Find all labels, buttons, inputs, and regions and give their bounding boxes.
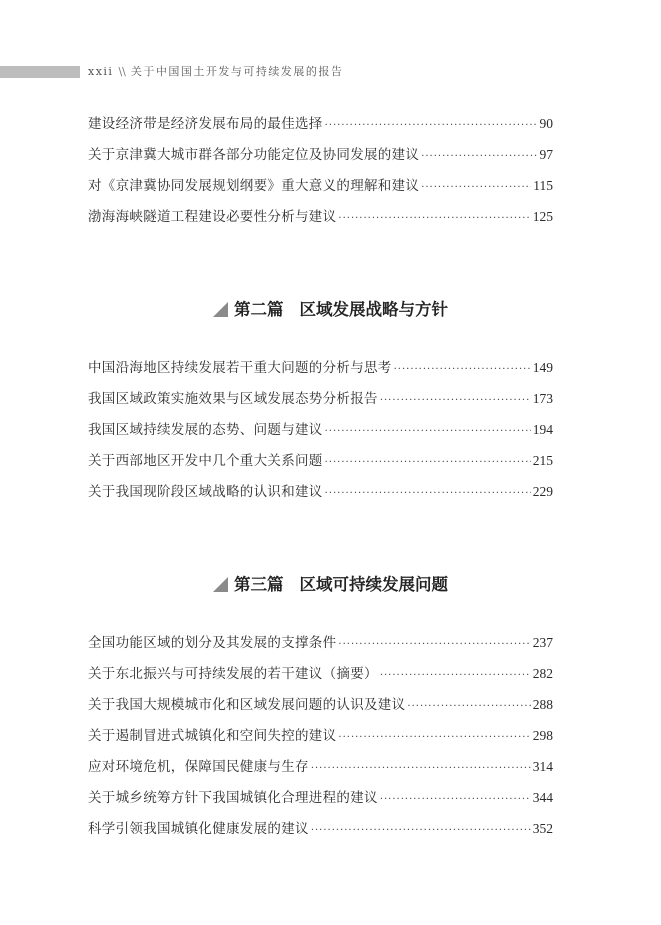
toc-entry[interactable] [88,633,553,664]
toc-entry[interactable] [88,145,553,176]
toc-entry-title: 关于城乡统筹方针下我国城镇化合理进程的建议 [88,790,378,806]
toc-entry[interactable] [88,358,553,389]
part-title: 区域发展战略与方针 [299,300,448,319]
toc-entry[interactable] [88,420,553,451]
toc-entry-title: 关于西部地区开发中几个重大关系问题 [88,453,323,469]
toc-entry-title: 关于京津冀大城市群各部分功能定位及协同发展的建议 [88,147,420,163]
toc-entry-page: 282 [532,666,553,681]
toc-entry-title: 我国区域政策实施效果与区域发展态势分析报告 [88,391,378,407]
header-bar [0,66,80,78]
toc-entry-title: 我国区域持续发展的态势、问题与建议 [88,422,323,438]
dot-leader [325,484,531,504]
toc-entry-page: 97 [539,147,553,162]
toc-entry-page: 314 [532,759,553,774]
toc-entry[interactable] [88,451,553,482]
toc-entry[interactable] [88,207,553,238]
dot-leader [338,728,530,748]
triangle-marker-icon [213,302,228,317]
toc-entry-title: 全国功能区域的划分及其发展的支撑条件 [88,635,337,651]
toc-entry-title: 关于我国现阶段区域战略的认识和建议 [88,484,323,500]
toc-entry-page: 288 [532,697,553,712]
toc-entry-page: 173 [532,391,553,406]
toc-entry[interactable] [88,114,553,145]
page-number: xxii [88,65,114,78]
toc-entry-page: 149 [532,360,553,375]
dot-leader [325,422,531,442]
triangle-marker-icon [213,577,228,592]
toc-entry[interactable] [88,757,553,788]
dot-leader [311,759,531,779]
header-separator: \\ [118,65,126,78]
toc-entry-title: 应对环境危机，保障国民健康与生存 [88,759,309,775]
dot-leader [311,821,531,841]
toc-entry-page: 237 [532,635,553,650]
dot-leader [407,697,530,717]
toc-entry-page: 352 [532,821,553,836]
dot-leader [380,790,531,810]
toc-entry[interactable] [88,726,553,757]
dot-leader [394,360,531,380]
toc-entry[interactable] [88,389,553,420]
toc-entry-page: 215 [532,453,553,468]
dot-leader [380,666,531,686]
part-label: 第二篇 [234,300,284,319]
toc-entry[interactable] [88,695,553,726]
dot-leader [338,635,530,655]
toc-entry-title: 建设经济带是经济发展布局的最佳选择 [88,116,323,132]
toc-entry-title: 关于遏制冒进式城镇化和空间失控的建议 [88,728,337,744]
running-head [88,64,343,80]
toc-entry[interactable] [88,788,553,819]
dot-leader [380,391,531,411]
part-heading-3 [0,573,661,597]
toc-entry-page: 229 [532,484,553,499]
dot-leader [325,453,531,473]
dot-leader [325,116,538,136]
part-heading-2 [0,298,661,322]
part-title: 区域可持续发展问题 [299,575,448,594]
book-title: 关于中国国土开发与可持续发展的报告 [130,65,344,78]
toc-entry-page: 125 [532,209,553,224]
toc-entry[interactable] [88,482,553,513]
toc-entry-title: 科学引领我国城镇化健康发展的建议 [88,821,309,837]
toc-section-2 [88,358,553,513]
part-label: 第三篇 [234,575,284,594]
toc-entry-page: 194 [532,422,553,437]
toc-entry-page: 115 [533,178,553,193]
toc-entry[interactable] [88,664,553,695]
toc-entry-page: 298 [532,728,553,743]
toc-entry-title: 关于东北振兴与可持续发展的若干建议（摘要） [88,666,378,682]
toc-entry-title: 渤海海峡隧道工程建设必要性分析与建议 [88,209,337,225]
toc-section-3 [88,633,553,850]
toc-entry-title: 中国沿海地区持续发展若干重大问题的分析与思考 [88,360,392,376]
toc-entry-title: 对《京津冀协同发展规划纲要》重大意义的理解和建议 [88,178,420,194]
toc-section-1 [88,114,553,238]
dot-leader [421,147,537,167]
dot-leader [421,178,531,198]
toc-entry[interactable] [88,176,553,207]
toc-entry-page: 344 [532,790,553,805]
toc-entry[interactable] [88,819,553,850]
toc-entry-page: 90 [539,116,553,131]
dot-leader [338,209,530,229]
toc-entry-title: 关于我国大规模城市化和区域发展问题的认识及建议 [88,697,406,713]
